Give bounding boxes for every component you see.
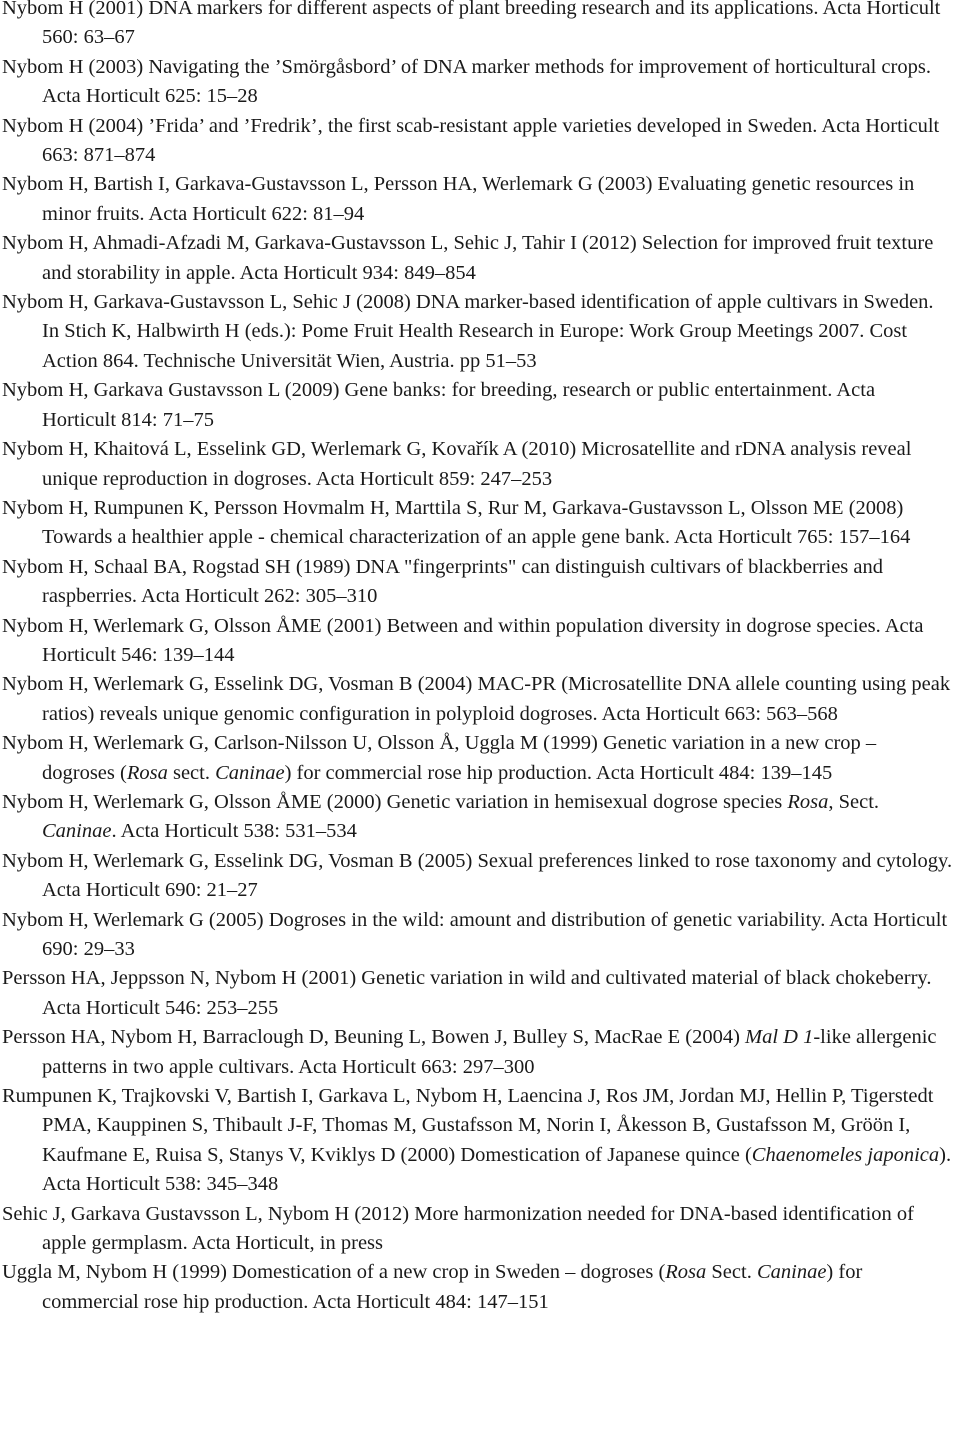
reference-text: sect. bbox=[167, 761, 216, 784]
reference-text: Nybom H, Garkava-Gustavsson L, Sehic J (2008) DNA marker-based identification of apple cultivars in Sweden. In Stich K, Halbwirth H (eds.): Pome Fruit Health Research in Europe: Work Group Meetings 2007. Cost Action 864. Technische Universität Wien, Austria. pp 51–53 bbox=[2, 291, 934, 372]
reference-entry bbox=[2, 612, 954, 671]
italic-term: Mal D 1 bbox=[745, 1026, 814, 1049]
reference-entry bbox=[2, 964, 954, 1023]
reference-text: ) for commercial rose hip production. Acta Horticult 484: 139–145 bbox=[284, 761, 833, 784]
reference-text: Nybom H, Werlemark G, Olsson ÅME (2001) Between and within population diversity in dogrose species. Acta Horticult 546: 139–144 bbox=[2, 614, 924, 666]
reference-entry bbox=[2, 670, 954, 729]
reference-entry bbox=[2, 0, 954, 53]
reference-text: Persson HA, Jeppsson N, Nybom H (2001) Genetic variation in wild and cultivated material of black chokeberry. Acta Horticult 546: 253–255 bbox=[2, 967, 932, 1019]
reference-entry bbox=[2, 553, 954, 612]
reference-text: Nybom H (2001) DNA markers for different aspects of plant breeding research and its applications. Acta Horticult 560: 63–67 bbox=[2, 0, 941, 49]
reference-text: Nybom H, Khaitová L, Esselink GD, Werlemark G, Kovařík A (2010) Microsatellite and rDNA analysis reveal unique reproduction in dogroses. Acta Horticult 859: 247–253 bbox=[2, 438, 912, 490]
reference-text: Sehic J, Garkava Gustavsson L, Nybom H (2012) More harmonization needed for DNA-based identification of apple germplasm. Acta Horticult, in press bbox=[2, 1202, 915, 1255]
reference-entry bbox=[2, 847, 954, 906]
reference-entry bbox=[2, 170, 954, 229]
reference-entry bbox=[2, 112, 954, 171]
reference-text: Rumpunen K, Trajkovski V, Bartish I, Garkava L, Nybom H, Laencina J, Ros JM, Jordan MJ, Hellin P, Tigerstedt PMA, Kauppinen S, Thibault J-F, Thomas M, Gustafsson M, Norin I, Åkesson B, Gustafsson M, Gröön I, Kaufmane E, Ruisa S, Stanys V, Kviklys D (2000) Domestication of Japanese quince ( bbox=[2, 1085, 934, 1166]
reference-text: Sect. bbox=[706, 1261, 757, 1284]
reference-text: Persson HA, Nybom H, Barraclough D, Beuning L, Bowen J, Bulley S, MacRae E (2004) bbox=[2, 1026, 746, 1049]
reference-entry bbox=[2, 288, 954, 376]
reference-entry bbox=[2, 906, 954, 965]
reference-text: -like allergenic patterns in two apple cultivars. Acta Horticult 663: 297–300 bbox=[42, 1026, 937, 1078]
reference-text: ). Acta Horticult 538: 345–348 bbox=[42, 1143, 952, 1196]
reference-entry bbox=[2, 229, 954, 288]
reference-text: Nybom H, Ahmadi-Afzadi M, Garkava-Gustavsson L, Sehic J, Tahir I (2012) Selection for improved fruit texture and storability in apple. Acta Horticult 934: 849–854 bbox=[2, 232, 934, 284]
reference-text: Nybom H (2004) ’Frida’ and ’Fredrik’, the first scab-resistant apple varieties developed in Sweden. Acta Horticult 663: 871–874 bbox=[2, 114, 940, 167]
reference-entry bbox=[2, 376, 954, 435]
reference-text: Nybom H, Werlemark G, Esselink DG, Vosman B (2004) MAC-PR (Microsatellite DNA allele counting using peak ratios) reveals unique genomic configuration in polyploid dogroses. Acta Horticult 663: 563–568 bbox=[2, 673, 951, 725]
italic-term: Rosa bbox=[787, 790, 829, 813]
italic-term: Caninae bbox=[756, 1261, 827, 1284]
reference-text: Nybom H, Werlemark G, Carlson-Nilsson U, Olsson Å, Uggla M (1999) Genetic variation in a new crop – dogroses ( bbox=[2, 732, 877, 784]
reference-text: Nybom H (2003) Navigating the ’Smörgåsbord’ of DNA marker methods for improvement of horticultural crops. Acta Horticult 625: 15–28 bbox=[2, 55, 931, 108]
reference-text: Uggla M, Nybom H (1999) Domestication of a new crop in Sweden – dogroses ( bbox=[2, 1261, 666, 1284]
reference-list bbox=[2, 0, 954, 1317]
reference-text: Nybom H, Werlemark G, Esselink DG, Vosman B (2005) Sexual preferences linked to rose taxonomy and cytology. Acta Horticult 690: 21–27 bbox=[2, 849, 953, 902]
italic-term: Rosa bbox=[126, 761, 168, 784]
reference-entry bbox=[2, 435, 954, 494]
reference-text: Nybom H, Schaal BA, Rogstad SH (1989) DNA "fingerprints" can distinguish cultivars of blackberries and raspberries. Acta Horticult 262: 305–310 bbox=[2, 555, 884, 608]
reference-text: Nybom H, Werlemark G, Olsson ÅME (2000) Genetic variation in hemisexual dogrose species bbox=[2, 790, 788, 813]
reference-text: Nybom H, Werlemark G (2005) Dogroses in the wild: amount and distribution of genetic variability. Acta Horticult 690: 29–33 bbox=[2, 908, 948, 960]
reference-entry bbox=[2, 1200, 954, 1259]
italic-term: Chaenomeles japonica bbox=[751, 1143, 940, 1166]
italic-term: Rosa bbox=[665, 1261, 707, 1284]
reference-text: Nybom H, Garkava Gustavsson L (2009) Gene banks: for breeding, research or public entertainment. Acta Horticult 814: 71–75 bbox=[2, 379, 876, 431]
reference-text: Nybom H, Rumpunen K, Persson Hovmalm H, Marttila S, Rur M, Garkava-Gustavsson L, Olsson ME (2008) Towards a healthier apple - chemical characterization of an apple gene bank. Acta Horticult 765: 157–164 bbox=[2, 496, 911, 549]
reference-entry bbox=[2, 1258, 954, 1317]
italic-term: Caninae bbox=[42, 820, 112, 843]
reference-entry bbox=[2, 1082, 954, 1200]
reference-entry bbox=[2, 1023, 954, 1082]
reference-entry bbox=[2, 494, 954, 553]
reference-text: Nybom H, Bartish I, Garkava-Gustavsson L, Persson HA, Werlemark G (2003) Evaluating genetic resources in minor fruits. Acta Horticult 622: 81–94 bbox=[2, 173, 915, 225]
italic-term: Caninae bbox=[215, 761, 285, 784]
reference-text: ) for commercial rose hip production. Acta Horticult 484: 147–151 bbox=[42, 1261, 863, 1313]
reference-text: , Sect. bbox=[828, 790, 880, 813]
reference-entry bbox=[2, 53, 954, 112]
reference-text: . Acta Horticult 538: 531–534 bbox=[111, 820, 357, 843]
reference-entry bbox=[2, 729, 954, 788]
reference-entry bbox=[2, 788, 954, 847]
